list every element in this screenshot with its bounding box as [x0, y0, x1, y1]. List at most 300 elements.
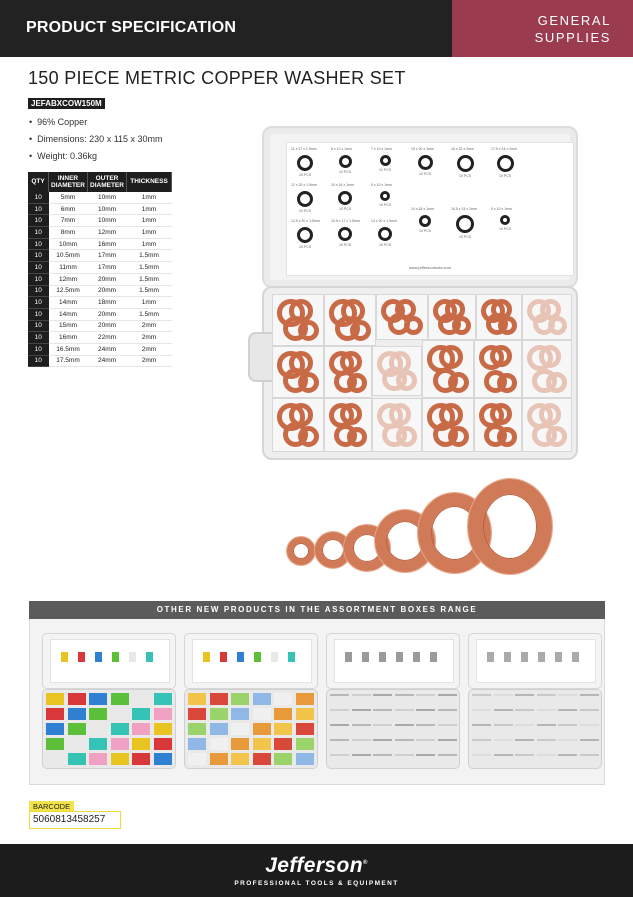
washer-piece	[490, 403, 512, 425]
thumb-item	[274, 738, 292, 750]
thumb-item	[537, 739, 556, 741]
washer-piece	[539, 345, 562, 368]
thumb-item	[494, 724, 513, 726]
thumb-item	[438, 754, 457, 756]
washer-ring-icon	[378, 227, 392, 241]
tray-compartment	[474, 340, 522, 398]
thumb-card-item	[78, 652, 85, 662]
thumb-item	[472, 754, 491, 756]
category-badge-line2: SUPPLIES	[534, 30, 611, 45]
cell-outer: 10mm	[88, 192, 127, 203]
tray-compartment	[324, 398, 372, 452]
cell-inner: 10.5mm	[49, 250, 88, 262]
thumb-item	[46, 693, 64, 705]
thumb-item	[231, 738, 249, 750]
thumb-item	[296, 753, 314, 765]
thumb-item	[373, 694, 392, 696]
table-row	[28, 285, 172, 297]
header-qty: QTY	[28, 172, 49, 192]
cell-thickness: 2mm	[127, 355, 172, 367]
washer-piece	[539, 403, 562, 426]
cell-qty: 10	[28, 308, 49, 320]
tray-compartment	[272, 398, 324, 452]
tray-compartment	[428, 294, 476, 340]
case-pcs-label: 10 PCS	[379, 168, 392, 172]
table-row	[28, 343, 172, 355]
cell-outer: 20mm	[88, 308, 127, 320]
washer-ring-icon	[497, 155, 514, 172]
thumb-item	[558, 754, 577, 756]
table-row	[28, 262, 172, 274]
thumb-item	[231, 693, 249, 705]
washer-piece	[396, 370, 417, 391]
thumb-item	[537, 754, 556, 756]
tray-compartment	[476, 294, 522, 340]
table-row	[28, 192, 172, 203]
cell-thickness: 1.5mm	[127, 250, 172, 262]
case-pcs-label: 10 PCS	[299, 209, 312, 213]
case-pcs-label: 10 PCS	[419, 229, 432, 233]
washer-ring-icon	[380, 191, 390, 201]
thumb-item	[330, 724, 349, 726]
registered-mark: ®	[362, 860, 368, 866]
cell-thickness: 1mm	[127, 227, 172, 239]
thumb-item	[111, 738, 129, 750]
thumb-item	[111, 753, 129, 765]
washer-piece	[497, 373, 517, 393]
thumb-item	[395, 709, 414, 711]
thumb-item	[515, 739, 534, 741]
thumb-item	[46, 738, 64, 750]
washer-piece	[347, 373, 367, 393]
washer-piece	[546, 372, 567, 393]
thumb-item	[231, 708, 249, 720]
thumb-item	[515, 694, 534, 696]
category-badge-line1: GENERAL	[537, 13, 611, 28]
washer-ring-icon	[338, 227, 352, 241]
thumb-item	[210, 723, 228, 735]
washer-piece	[546, 426, 567, 447]
thumb-item	[296, 708, 314, 720]
thumb-card-item	[521, 652, 528, 662]
thumb-item	[111, 723, 129, 735]
thumb-item	[395, 724, 414, 726]
spec-table-header	[28, 172, 172, 192]
other-products-heading: OTHER NEW PRODUCTS IN THE ASSORTMENT BOXES RANGE	[29, 601, 605, 619]
category-badge	[452, 0, 633, 57]
cell-inner: 5mm	[49, 192, 88, 203]
brand-name: Jefferson	[265, 854, 363, 877]
tray-compartment	[422, 340, 474, 398]
case-lid	[262, 126, 578, 288]
cell-qty: 10	[28, 192, 49, 203]
cell-outer: 12mm	[88, 227, 127, 239]
thumb-item	[438, 724, 457, 726]
tray-compartment	[522, 340, 572, 398]
thumb-item	[515, 709, 534, 711]
case-pcs-label: 10 PCS	[379, 203, 392, 207]
washer-piece	[289, 403, 313, 427]
table-row	[28, 273, 172, 285]
header-thickness: THICKNESS	[127, 172, 172, 192]
thumb-card-item	[237, 652, 244, 662]
thumb-card-item	[112, 652, 119, 662]
table-row	[28, 203, 172, 215]
product-thumb-clips[interactable]	[468, 633, 600, 768]
header-outer: OUTER DIAMETER	[88, 172, 127, 192]
thumb-item	[472, 709, 491, 711]
cell-inner: 11mm	[49, 262, 88, 274]
table-row	[28, 250, 172, 262]
washer-ring-icon	[419, 215, 431, 227]
thumb-item	[154, 723, 172, 735]
thumb-item	[154, 738, 172, 750]
table-row	[28, 215, 172, 227]
case-pcs-label: 10 PCS	[299, 245, 312, 249]
thumb-item	[89, 738, 107, 750]
cell-inner: 10mm	[49, 238, 88, 250]
washer-piece	[289, 351, 313, 375]
thumb-item	[274, 723, 292, 735]
thumb-item	[395, 739, 414, 741]
brand-logo	[0, 854, 633, 878]
washer-piece	[347, 427, 367, 447]
product-thumb-springs[interactable]	[326, 633, 458, 768]
thumb-item	[416, 694, 435, 696]
washer-piece	[340, 351, 362, 373]
case-size-label: 12 x 20 x 1.5mm	[291, 183, 317, 187]
washer-ring-icon	[457, 155, 474, 172]
thumb-item	[274, 693, 292, 705]
cell-outer: 20mm	[88, 320, 127, 332]
thumb-item	[210, 693, 228, 705]
product-case-image	[254, 120, 584, 460]
cell-inner: 6mm	[49, 203, 88, 215]
cell-thickness: 2mm	[127, 343, 172, 355]
washer-piece	[452, 316, 471, 335]
thumb-item	[132, 693, 150, 705]
thumb-item	[46, 753, 64, 765]
thumb-item	[580, 709, 599, 711]
cell-thickness: 1.5mm	[127, 308, 172, 320]
thumb-item	[330, 739, 349, 741]
thumb-item	[132, 708, 150, 720]
washer-piece	[448, 372, 470, 394]
thumb-item	[580, 754, 599, 756]
cell-inner: 16mm	[49, 332, 88, 344]
washer-ring-icon	[418, 155, 433, 170]
product-thumb-fuses[interactable]	[42, 633, 174, 768]
cell-thickness: 2mm	[127, 332, 172, 344]
thumb-item	[373, 739, 392, 741]
thumb-item	[515, 724, 534, 726]
thumb-item	[68, 708, 86, 720]
thumb-item	[472, 724, 491, 726]
thumb-card-item	[345, 652, 352, 662]
cell-thickness: 2mm	[127, 320, 172, 332]
thumb-item	[537, 724, 556, 726]
thumb-card-item	[413, 652, 420, 662]
feature-item: • Weight: 0.36kg	[29, 151, 163, 168]
cell-inner: 7mm	[49, 215, 88, 227]
tray-compartment	[272, 294, 324, 346]
case-size-label: 15 x 20 x 1mm	[411, 147, 434, 151]
header-title: PRODUCT SPECIFICATION	[26, 19, 237, 36]
case-pcs-label: 10 PCS	[499, 174, 512, 178]
thumb-item	[494, 754, 513, 756]
thumb-card-item	[271, 652, 278, 662]
case-size-label: 12.5 x 20 x 1.5mm	[291, 219, 320, 223]
case-size-label: 14 x 18 x 1mm	[411, 207, 434, 211]
washer-piece	[548, 316, 567, 335]
cell-inner: 15mm	[49, 320, 88, 332]
washer-ring-icon	[297, 155, 313, 171]
case-size-label: 16 x 22 x 2mm	[451, 147, 474, 151]
table-row	[28, 297, 172, 309]
thumb-item	[494, 694, 513, 696]
case-size-label: 11 x 17 x 1.5mm	[291, 147, 317, 151]
header-inner: INNER DIAMETER	[49, 172, 88, 192]
thumb-item	[274, 708, 292, 720]
thumb-card-item	[146, 652, 153, 662]
cell-inner: 16.5mm	[49, 343, 88, 355]
cell-thickness: 1mm	[127, 238, 172, 250]
cell-qty: 10	[28, 227, 49, 239]
cell-inner: 12.5mm	[49, 285, 88, 297]
case-size-label: 16.5 x 24 x 2mm	[451, 207, 477, 211]
cell-outer: 10mm	[88, 215, 127, 227]
cell-thickness: 1mm	[127, 192, 172, 203]
cell-outer: 20mm	[88, 285, 127, 297]
washer-ring-icon	[380, 155, 391, 166]
washer-ring-icon	[339, 155, 352, 168]
cell-inner: 8mm	[49, 227, 88, 239]
washer-piece	[396, 426, 417, 447]
thumb-item	[580, 724, 599, 726]
thumb-card-item	[129, 652, 136, 662]
product-thumb-mini-fuses[interactable]	[184, 633, 316, 768]
washer-piece	[448, 426, 470, 448]
cell-qty: 10	[28, 238, 49, 250]
washer-piece	[404, 316, 423, 335]
thumb-item	[494, 709, 513, 711]
cell-qty: 10	[28, 285, 49, 297]
spec-table	[28, 172, 172, 367]
thumb-item	[132, 738, 150, 750]
case-pcs-label: 10 PCS	[459, 174, 472, 178]
washer-ring-icon	[500, 215, 510, 225]
thumb-item	[68, 693, 86, 705]
thumb-card-item	[487, 652, 494, 662]
tray-compartment	[372, 398, 422, 452]
thumb-item	[558, 709, 577, 711]
feature-item: • 96% Copper	[29, 117, 163, 134]
case-pcs-label: 10 PCS	[339, 243, 352, 247]
copper-washer	[287, 537, 315, 565]
cell-thickness: 1mm	[127, 297, 172, 309]
thumb-item	[154, 753, 172, 765]
thumb-item	[352, 709, 371, 711]
cell-inner: 14mm	[49, 297, 88, 309]
thumb-item	[253, 753, 271, 765]
cell-outer: 24mm	[88, 355, 127, 367]
other-products-gallery	[29, 619, 605, 785]
thumb-item	[68, 753, 86, 765]
thumb-item	[438, 739, 457, 741]
washer-piece	[341, 299, 365, 323]
case-pcs-label: 10 PCS	[339, 207, 352, 211]
thumb-card-item	[396, 652, 403, 662]
thumb-item	[558, 694, 577, 696]
thumb-item	[296, 693, 314, 705]
thumb-item	[231, 753, 249, 765]
cell-qty: 10	[28, 273, 49, 285]
thumb-item	[416, 724, 435, 726]
tray-compartment	[324, 346, 372, 398]
case-size-label: 10.5 x 17 x 1.5mm	[331, 219, 360, 223]
case-size-label: 7 x 10 x 1mm	[371, 147, 393, 151]
thumb-item	[253, 738, 271, 750]
thumb-item	[111, 708, 129, 720]
copper-washer	[468, 479, 552, 574]
case-size-label: 14 x 20 x 1.5mm	[371, 219, 397, 223]
thumb-item	[352, 724, 371, 726]
thumb-item	[330, 694, 349, 696]
thumb-card-item	[555, 652, 562, 662]
cell-qty: 10	[28, 332, 49, 344]
thumb-item	[210, 708, 228, 720]
table-row	[28, 332, 172, 344]
tray-compartment	[372, 346, 422, 396]
thumb-item	[154, 708, 172, 720]
case-pcs-label: 10 PCS	[499, 227, 512, 231]
thumb-item	[330, 709, 349, 711]
cell-inner: 14mm	[49, 308, 88, 320]
thumb-card-item	[362, 652, 369, 662]
footer-bar	[0, 844, 633, 897]
tray-compartment	[324, 294, 376, 346]
spec-table-body	[28, 192, 172, 367]
washer-ring-icon	[456, 215, 474, 233]
thumb-item	[352, 754, 371, 756]
washer-piece	[497, 427, 517, 447]
washer-piece	[298, 426, 320, 448]
product-title: 150 PIECE METRIC COPPER WASHER SET	[28, 68, 406, 88]
thumb-card-item	[379, 652, 386, 662]
washer-piece	[439, 403, 463, 427]
thumb-item	[296, 738, 314, 750]
cell-outer: 22mm	[88, 332, 127, 344]
thumb-item	[438, 709, 457, 711]
case-card-url: www.jeffersontools.com	[409, 265, 451, 270]
cell-thickness: 1mm	[127, 215, 172, 227]
cell-qty: 10	[28, 262, 49, 274]
case-size-label: 5 x 10 x 1mm	[371, 183, 393, 187]
washer-piece	[350, 320, 372, 342]
thumb-item	[253, 693, 271, 705]
washer-ring-icon	[297, 191, 313, 207]
case-size-card	[286, 142, 574, 276]
thumb-item	[352, 694, 371, 696]
cell-qty: 10	[28, 343, 49, 355]
tray-compartment	[474, 398, 522, 452]
thumb-item	[89, 723, 107, 735]
cell-qty: 10	[28, 250, 49, 262]
thumb-item	[558, 724, 577, 726]
washer-ring-icon	[297, 227, 313, 243]
cell-outer: 16mm	[88, 238, 127, 250]
cell-outer: 17mm	[88, 250, 127, 262]
thumb-item	[253, 723, 271, 735]
thumb-item	[68, 738, 86, 750]
thumb-item	[188, 723, 206, 735]
thumb-item	[296, 723, 314, 735]
thumb-item	[395, 694, 414, 696]
washer-piece	[439, 345, 463, 369]
thumb-item	[537, 709, 556, 711]
case-pcs-label: 10 PCS	[419, 172, 432, 176]
cell-inner: 12mm	[49, 273, 88, 285]
tray-compartment	[272, 346, 324, 398]
washer-piece	[340, 403, 362, 425]
washer-piece	[298, 320, 320, 342]
tray-compartment	[376, 294, 428, 340]
table-row	[28, 355, 172, 367]
table-row	[28, 238, 172, 250]
case-size-label: 6 x 12 x 1mm	[331, 147, 353, 151]
thumb-item	[558, 739, 577, 741]
thumb-card-item	[61, 652, 68, 662]
washer-piece	[298, 372, 320, 394]
thumb-item	[472, 694, 491, 696]
thumb-item	[210, 753, 228, 765]
case-size-label: 17.5 x 24 x 2mm	[491, 147, 517, 151]
thumb-item	[132, 723, 150, 735]
case-pcs-label: 10 PCS	[339, 170, 352, 174]
cell-thickness: 1.5mm	[127, 262, 172, 274]
feature-item: • Dimensions: 230 x 115 x 30mm	[29, 134, 163, 151]
thumb-item	[537, 694, 556, 696]
cell-qty: 10	[28, 203, 49, 215]
cell-outer: 24mm	[88, 343, 127, 355]
thumb-item	[154, 693, 172, 705]
thumb-card-item	[538, 652, 545, 662]
thumb-card-item	[95, 652, 102, 662]
thumb-item	[210, 738, 228, 750]
table-row	[28, 227, 172, 239]
table-row	[28, 320, 172, 332]
tray-compartment	[422, 398, 474, 452]
barcode-value: 5060813458257	[29, 811, 121, 829]
thumb-item	[46, 723, 64, 735]
thumb-item	[416, 754, 435, 756]
washer-piece	[490, 345, 512, 367]
cell-qty: 10	[28, 320, 49, 332]
cell-qty: 10	[28, 215, 49, 227]
washer-piece	[389, 403, 412, 426]
thumb-item	[188, 693, 206, 705]
thumb-card-item	[288, 652, 295, 662]
thumb-item	[68, 723, 86, 735]
thumb-item	[89, 753, 107, 765]
thumb-item	[472, 739, 491, 741]
header-bar	[0, 0, 633, 57]
thumb-item	[515, 754, 534, 756]
thumb-item	[231, 723, 249, 735]
washer-piece	[498, 316, 517, 335]
thumb-item	[132, 753, 150, 765]
thumb-item	[395, 754, 414, 756]
